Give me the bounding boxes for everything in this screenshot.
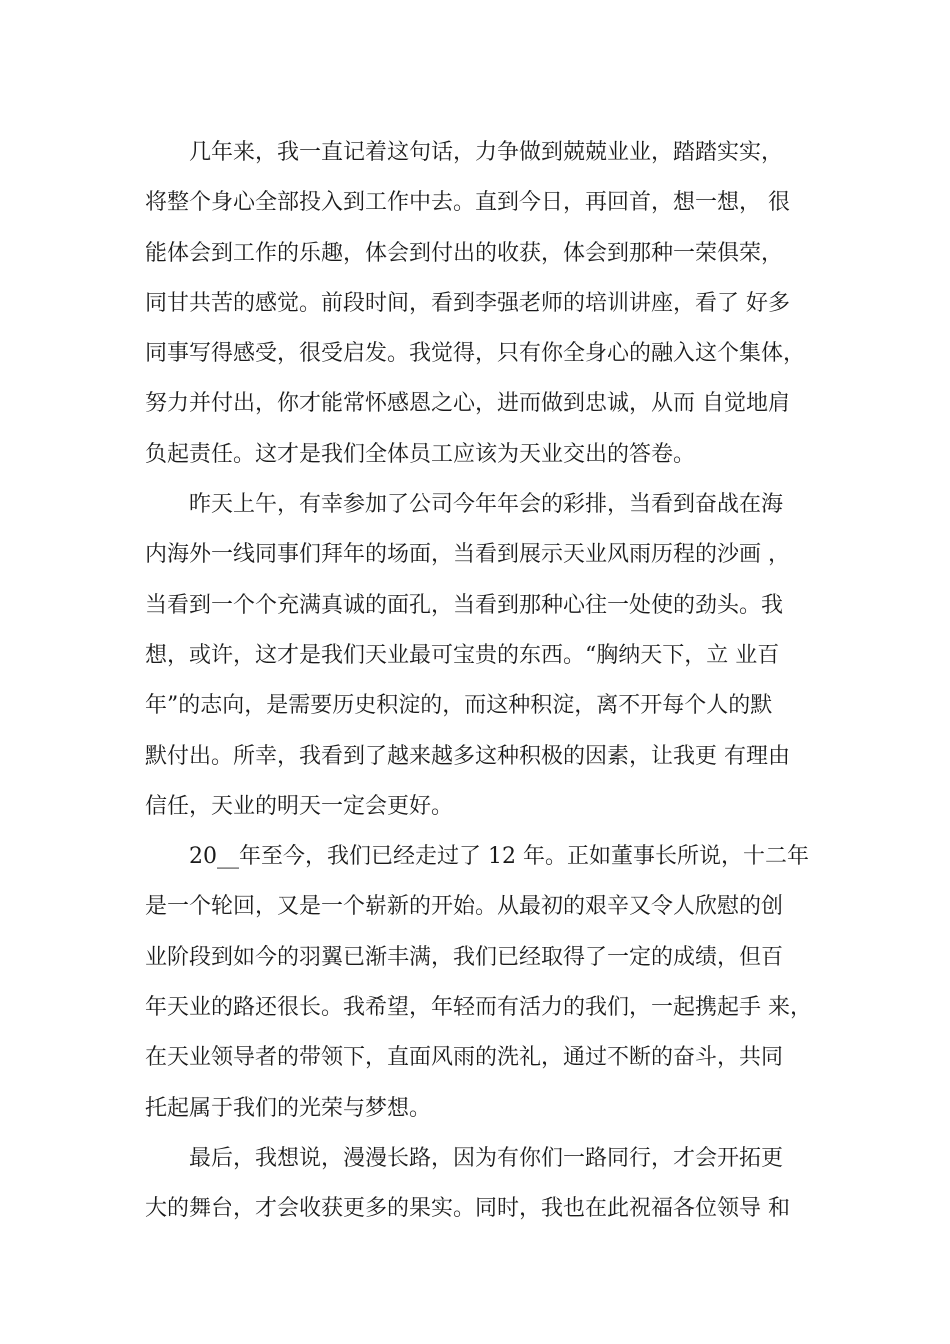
text-line: 同事写得感受，很受启发。我觉得，只有你全身心的融入这个集体， xyxy=(145,341,806,367)
text-line: 昨天上午，有幸参加了公司今年年会的彩排，当看到奋战在海 xyxy=(189,492,784,518)
text-line: 20__年至今，我们已经走过了 12 年。正如董事长所说，十二年 xyxy=(189,844,809,870)
text-line: 最后，我想说，漫漫长路，因为有你们一路同行，才会开拓更 xyxy=(189,1145,784,1171)
text-line: 业阶段到如今的羽翼已渐丰满，我们已经取得了一定的成绩，但百 xyxy=(145,944,784,970)
text-line: 几年来，我一直记着这句话，力争做到兢兢业业，踏踏实实， xyxy=(189,140,784,165)
text-line: 内海外一线同事们拜年的场面，当看到展示天业风雨历程的沙画 ， xyxy=(145,542,790,568)
paragraph xyxy=(145,1134,815,1235)
text-line: 将整个身心全部投入到工作中去。直到今日，再回首，想一想， 很 xyxy=(145,190,790,216)
text-line: 年天业的路还很长。我希望，年轻而有活力的我们，一起携起手 来， xyxy=(145,995,812,1021)
text-line: 年”的志向，是需要历史积淀的，而这种积淀，离不开每个人的默 xyxy=(145,693,773,719)
paragraph xyxy=(145,128,815,480)
text-line: 在天业领导者的带领下，直面风雨的洗礼，通过不断的奋斗，共同 xyxy=(145,1045,784,1071)
text-line: 能体会到工作的乐趣，体会到付出的收获，体会到那种一荣俱荣， xyxy=(145,240,784,266)
text-line: 同甘共苦的感觉。前段时间，看到李强老师的培训讲座，看了 好多 xyxy=(145,290,790,316)
text-line: 是一个轮回，又是一个崭新的开始。从最初的艰辛又令人欣慰的创 xyxy=(145,894,784,920)
text-line: 托起属于我们的光荣与梦想。 xyxy=(145,1095,432,1121)
text-line: 想，或许，这才是我们天业最可宝贵的东西。“胸纳天下，立 业百 xyxy=(145,642,780,668)
text-line: 信任，天业的明天一定会更好。 xyxy=(145,793,454,819)
text-line: 默付出。所幸，我看到了越来越多这种积极的因素，让我更 有理由 xyxy=(145,743,790,769)
text-line: 当看到一个个充满真诚的面孔，当看到那种心往一处使的劲头。我 xyxy=(145,592,784,618)
text-line: 大的舞台，才会收获更多的果实。同时，我也在此祝福各位领导 和 xyxy=(145,1196,790,1222)
paragraph xyxy=(145,480,815,832)
document-body xyxy=(145,128,815,1235)
text-line: 负起责任。这才是我们全体员工应该为天业交出的答卷。 xyxy=(145,441,696,467)
text-line: 努力并付出，你才能常怀感恩之心，进而做到忠诚，从而 自觉地肩 xyxy=(145,391,790,417)
paragraph xyxy=(145,832,815,1134)
